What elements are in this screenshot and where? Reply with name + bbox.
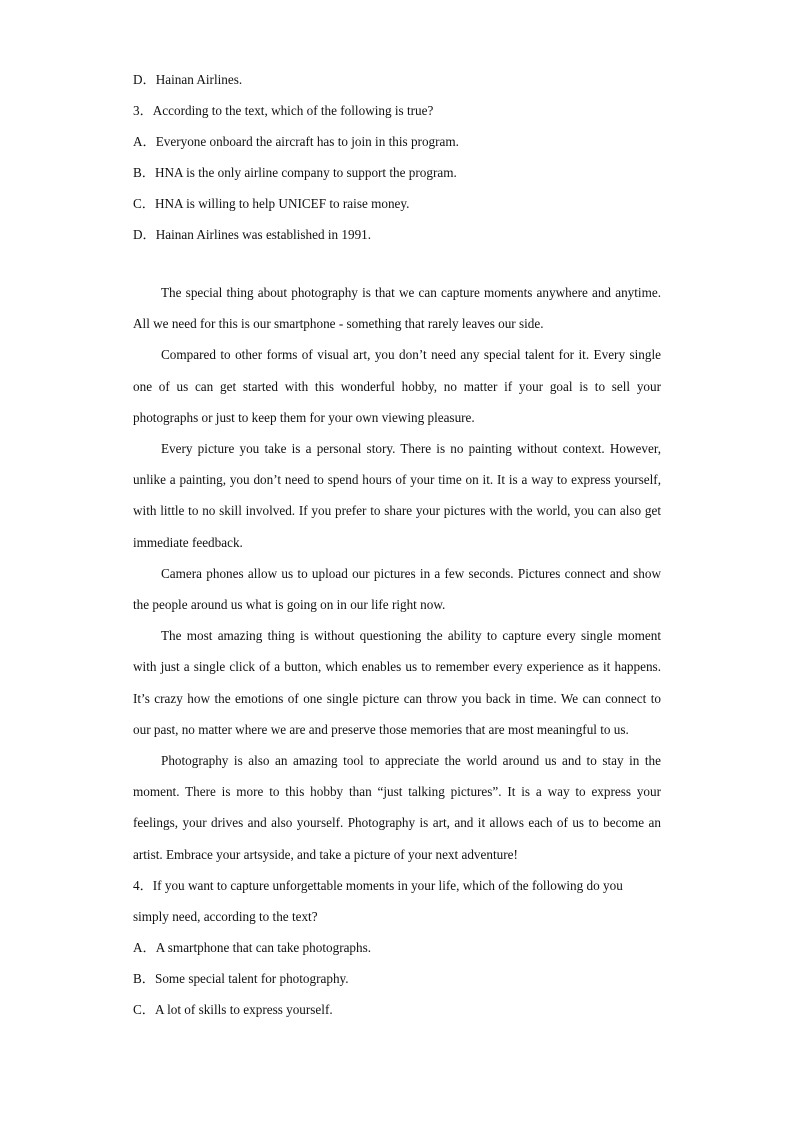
- passage-paragraph-3: Every picture you take is a personal story. There is no painting without context. However, unlike a painting, you don’t need to spend hours of your time on it. It is a way to express yourself, with little to no skill involved. If you prefer to share your pictures with the world, you can also get immediate feedback.: [133, 441, 661, 550]
- q3-option-a: A．Everyone onboard the aircraft has to join in this program.: [133, 134, 459, 149]
- q4-question-line-2: simply need, according to the text?: [133, 908, 318, 924]
- reading-passage: [133, 277, 661, 870]
- q3-option-b: B．HNA is the only airline company to support the program.: [133, 165, 457, 180]
- q3-option-c: C．HNA is willing to help UNICEF to raise money.: [133, 196, 410, 211]
- q3-question: 3．According to the text, which of the following is true?: [133, 103, 434, 118]
- q4-option-a: A．A smartphone that can take photographs.: [133, 939, 372, 955]
- q4-option-c: C．A lot of skills to express yourself.: [133, 1001, 333, 1017]
- document-page: [133, 64, 661, 1025]
- passage-paragraph-5: The most amazing thing is without questioning the ability to capture every single moment with just a single click of a button, which enables us to remember every experience as it happens. It’s crazy how the emotions of one single picture can throw you back in time. We can connect to our past, no matter where we are and preserve those memories that are most meaningful to us.: [133, 628, 661, 737]
- q2-option-d: D．Hainan Airlines.: [133, 72, 243, 87]
- section-gap: [133, 250, 661, 277]
- q4-question-line-1: 4．If you want to capture unforgettable moments in your life, which of the following do you: [133, 877, 623, 893]
- q3-option-d: D．Hainan Airlines was established in 1991.: [133, 227, 372, 242]
- passage-paragraph-2: Compared to other forms of visual art, you don’t need any special talent for it. Every single one of us can get started with this wonderful hobby, no matter if your goal is to sell your photographs or just to keep them for your own viewing pleasure.: [133, 347, 661, 425]
- q4-option-b: B．Some special talent for photography.: [133, 970, 349, 986]
- passage-paragraph-1: The special thing about photography is that we can capture moments anywhere and anytime. All we need for this is our smartphone - something that rarely leaves our side.: [133, 285, 661, 332]
- passage-paragraph-6: Photography is also an amazing tool to appreciate the world around us and to stay in the moment. There is more to this hobby than “just talking pictures”. It is a way to express your feelings, your drives and also yourself. Photography is art, and it allows each of us to become an artist. Embrace your artsyside, and take a picture of your next adventure!: [133, 753, 661, 862]
- passage-paragraph-4: Camera phones allow us to upload our pictures in a few seconds. Pictures connect and show the people around us what is going on in our life right now.: [133, 565, 661, 613]
